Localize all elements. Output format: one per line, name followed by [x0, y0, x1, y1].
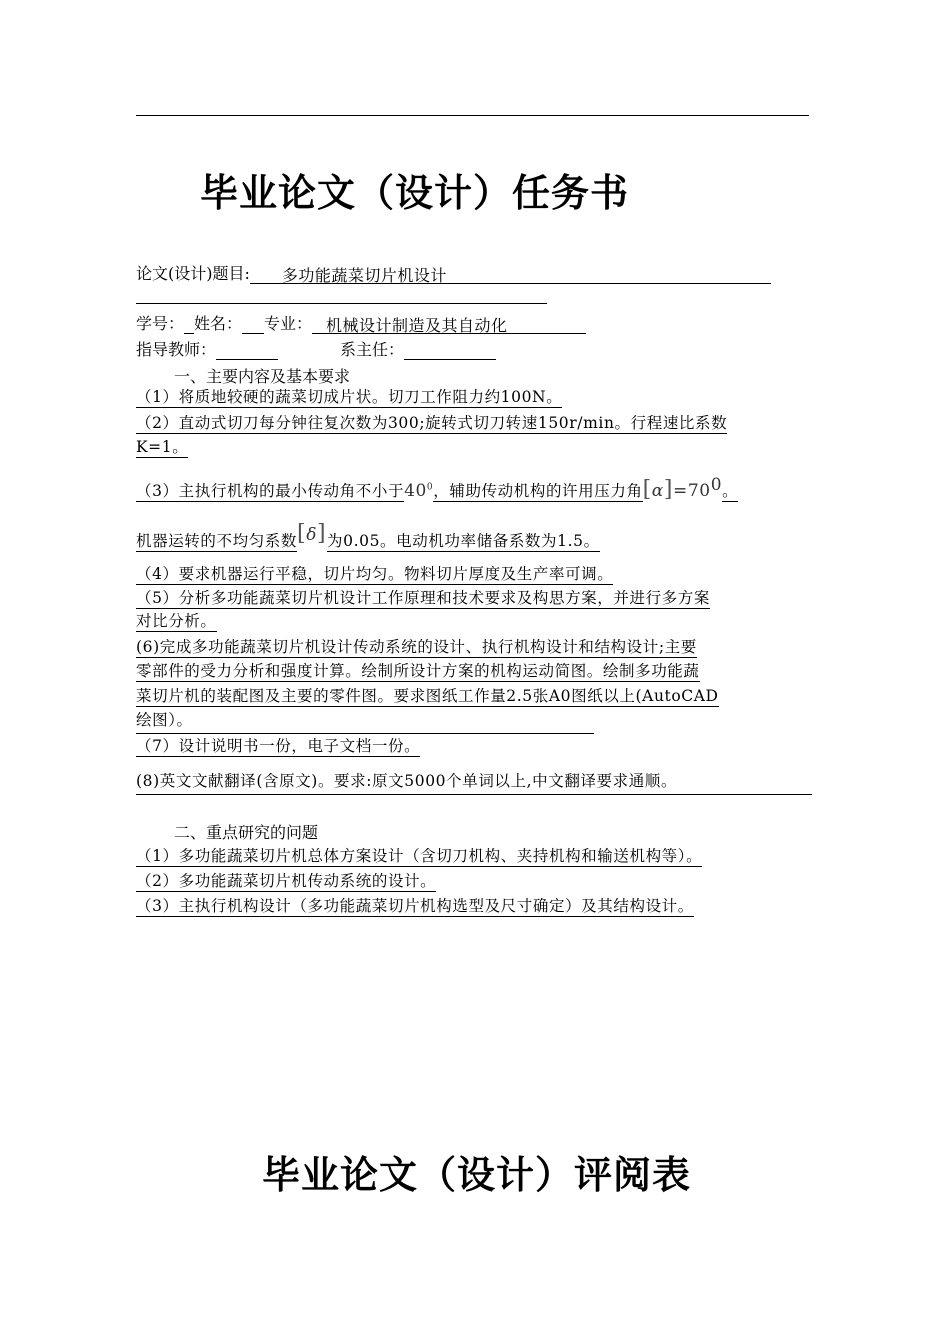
major-value: 机械设计制造及其自动化 — [312, 316, 586, 334]
req-5-line1: （5）分析多功能蔬菜切片机设计工作原理和技术要求及构思方案，并进行多方案 — [136, 589, 710, 607]
name-label: 姓名： — [194, 314, 243, 333]
req-2-line1: （2）直动式切刀每分钟往复次数为300;旋转式切刀转速150r/min。行程速比系数 — [136, 414, 728, 432]
req-3-line1: （3）主执行机构的最小传动角不小于$40^0$，辅助传动机构的许用压力角$[\alpha]=70^0$。 — [136, 475, 739, 503]
name-blank — [242, 315, 264, 334]
advisor-line — [136, 340, 496, 360]
dept-head-label: 系主任： — [340, 340, 405, 359]
req-7: （7）设计说明书一份，电子文档一份。 — [136, 737, 421, 755]
advisor-label: 指导教师： — [136, 340, 217, 359]
section2-title: 二、重点研究的问题 — [174, 823, 319, 842]
issue-1: （1）多功能蔬菜切片机总体方案设计（含切刀机构、夹持机构和输送机构等）。 — [136, 847, 703, 865]
review-form-title: 毕业论文（设计）评阅表 — [262, 1152, 692, 1197]
req-2-line2: K=1。 — [136, 438, 189, 456]
student-info-line — [136, 314, 586, 334]
topic-label: 论文(设计)题目: — [136, 264, 250, 283]
req-6-line3: 菜切片机的装配图及主要的零件图。要求图纸工作量2.5张A0图纸以上(AutoCAD — [136, 687, 719, 705]
req-6-line2: 零部件的受力分析和强度计算。绘制所设计方案的机构运动简图。绘制多功能蔬 — [136, 662, 700, 680]
min-transmission-angle: $40^0$ — [404, 481, 434, 502]
issue-2: （2）多功能蔬菜切片机传动系统的设计。 — [136, 872, 437, 890]
req-8: (8)英文文献翻译(含原文)。要求:原文5000个单词以上,中文翻译要求通顺。 — [136, 770, 812, 795]
req-6-line1: (6)完成多功能蔬菜切片机设计传动系统的设计、执行机构设计和结构设计;主要 — [136, 638, 697, 656]
topic-line — [136, 264, 771, 284]
req-4: （4）要求机器运行平稳，切片均匀。物料切片厚度及生产率可调。 — [136, 565, 614, 583]
section1-title: 一、主要内容及基本要求 — [174, 367, 351, 386]
req-3-line2: 机器运转的不均匀系数 [δ] 为0.05。电动机功率储备系数为1.5。 — [136, 521, 600, 550]
req-5-line2: 对比分析。 — [136, 612, 217, 630]
major-label: 专业： — [264, 314, 313, 333]
task-book-title: 毕业论文（设计）任务书 — [200, 170, 630, 215]
req-1: （1）将质地较硬的蔬菜切成片状。切刀工作阻力约100N。 — [136, 388, 563, 406]
student-id-label: 学号： — [136, 314, 185, 333]
req-6-line4: 绘图）。 — [136, 709, 594, 734]
dept-head-blank — [404, 341, 496, 360]
student-id-blank — [184, 315, 194, 334]
topic-value: 多功能蔬菜切片机设计 — [250, 266, 771, 284]
issue-3: （3）主执行机构设计（多功能蔬菜切片机构选型及尺寸确定）及其结构设计。 — [136, 897, 694, 915]
topic-continuation-line — [136, 303, 547, 304]
advisor-blank — [216, 341, 278, 360]
top-rule — [136, 115, 809, 116]
